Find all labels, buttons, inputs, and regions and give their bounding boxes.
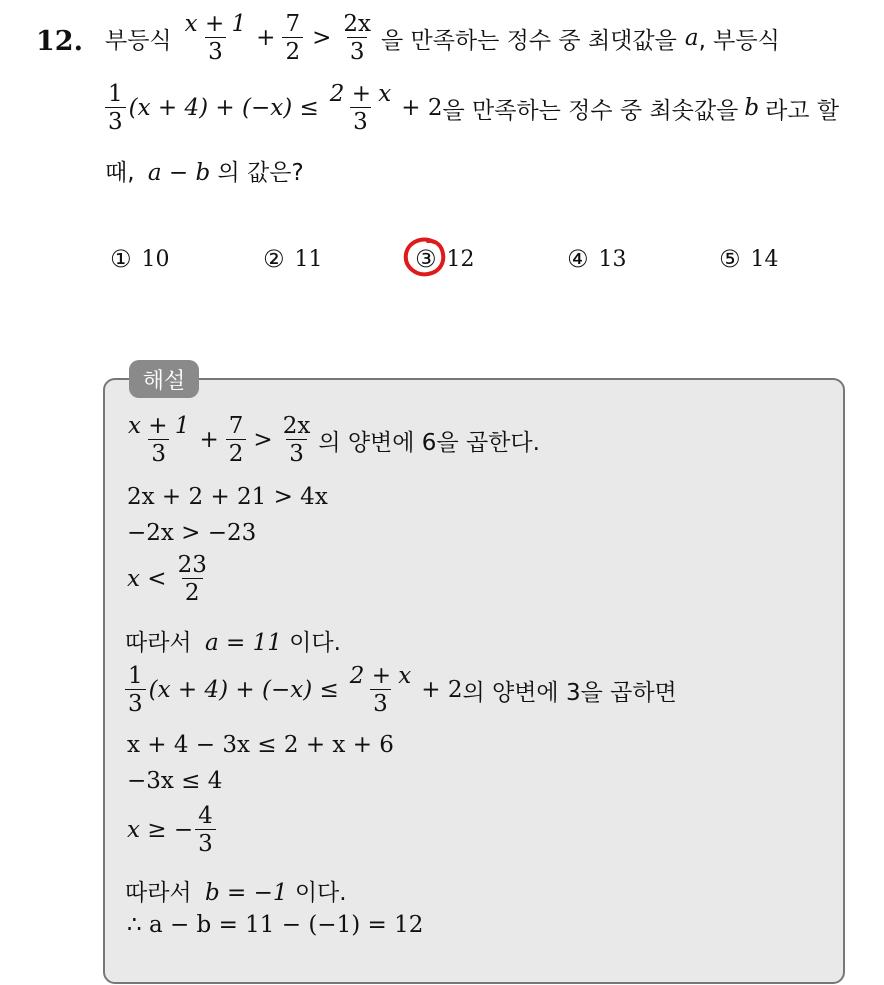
solution-line-10	[125, 874, 347, 907]
question-text: , 부등식	[698, 27, 780, 54]
question-number: 12.	[36, 26, 83, 57]
choice-mark: ②	[263, 245, 285, 273]
denominator: 2	[182, 578, 203, 605]
solution-text: 이다.	[294, 880, 347, 906]
question-text: 라고 할	[765, 97, 840, 124]
choice-4[interactable]	[567, 245, 627, 273]
fraction	[105, 82, 126, 134]
variable-b: b	[744, 95, 760, 122]
expression: a = 11	[204, 630, 282, 656]
numerator: 1	[108, 81, 123, 107]
denominator: 2	[226, 439, 247, 466]
choice-mark: ①	[110, 245, 132, 273]
fraction	[327, 82, 395, 134]
choice-5[interactable]	[719, 245, 779, 273]
denominator: 3	[105, 107, 126, 134]
expression: x ≥ −	[127, 817, 194, 844]
denominator: 3	[195, 829, 216, 856]
numerator: 2x	[282, 413, 311, 439]
fraction	[347, 664, 415, 716]
solution-line-7: x + 4 − 3x ≤ 2 + x + 6	[127, 732, 394, 758]
expression: b = −1	[204, 880, 288, 906]
fraction	[340, 12, 374, 64]
numerator: 2x	[343, 11, 371, 37]
fraction	[226, 414, 247, 466]
operator: >	[253, 427, 273, 454]
question-line-3	[105, 154, 304, 187]
expression: + 2	[401, 95, 443, 122]
solution-text: 따라서	[125, 630, 192, 656]
denominator: 3	[205, 37, 226, 64]
solution-text: 따라서	[125, 880, 192, 906]
expression: + 2	[421, 677, 463, 704]
numerator: 1	[128, 663, 143, 689]
numerator: 7	[285, 11, 301, 37]
solution-line-4	[127, 553, 213, 605]
fraction	[280, 414, 314, 466]
solution-text: 의 양변에 3을 곱하면	[462, 679, 677, 706]
solution-line-11: ∴ a − b = 11 − (−1) = 12	[127, 912, 424, 938]
question-text: 부등식	[105, 27, 172, 54]
question-line-2	[105, 82, 839, 134]
solution-line-3: −2x > −23	[127, 520, 257, 546]
choice-1[interactable]	[110, 245, 170, 273]
fraction	[282, 12, 303, 64]
solution-label: 해설	[129, 360, 199, 398]
solution-text: 의 양변에 6을 곱한다.	[318, 429, 540, 456]
expression: (x + 4) + (−x) ≤	[128, 95, 319, 122]
solution-line-1	[125, 414, 540, 466]
solution-text: 이다.	[289, 630, 341, 656]
numerator: 7	[228, 413, 244, 439]
expression: a − b	[147, 160, 211, 186]
choice-2[interactable]	[263, 245, 323, 273]
question-text: 을 만족하는 정수 중 최댓값을	[380, 27, 677, 54]
fraction	[195, 804, 216, 856]
choice-value: 10	[141, 246, 170, 272]
numerator: 2 + x	[349, 663, 412, 689]
denominator: 3	[148, 439, 169, 466]
numerator: 2 + x	[329, 81, 392, 107]
choice-mark: ③	[415, 245, 437, 273]
solution-line-6	[125, 664, 677, 716]
expression: x <	[127, 566, 167, 593]
denominator: 3	[350, 107, 371, 134]
question-text: 때,	[105, 160, 135, 186]
denominator: 2	[282, 37, 303, 64]
question-text: 의 값은?	[217, 160, 304, 186]
choice-value: 14	[750, 246, 779, 272]
denominator: 3	[286, 439, 307, 466]
numerator: 4	[198, 803, 213, 829]
numerator: x + 1	[184, 11, 247, 37]
operator: >	[312, 25, 332, 52]
numerator: 23	[177, 552, 207, 578]
numerator: x + 1	[128, 413, 190, 439]
question-text: 을 만족하는 정수 중 최솟값을	[442, 97, 739, 124]
solution-line-9	[127, 804, 219, 856]
fraction	[125, 664, 146, 716]
operator: +	[256, 25, 276, 52]
solution-line-5	[125, 624, 341, 657]
denominator: 3	[125, 689, 146, 716]
denominator: 3	[370, 689, 391, 716]
solution-line-2: 2x + 2 + 21 > 4x	[127, 484, 328, 510]
solution-line-8: −3x ≤ 4	[127, 768, 223, 794]
variable-a: a	[684, 25, 699, 52]
answer-circle-mark	[400, 234, 452, 280]
operator: +	[199, 427, 219, 454]
fraction	[175, 553, 210, 605]
choice-value: 13	[598, 246, 627, 272]
question-line-1	[105, 12, 780, 64]
fraction	[182, 12, 250, 64]
choice-value: 11	[294, 246, 323, 272]
choice-value: 12	[446, 246, 475, 272]
choice-mark: ④	[567, 245, 589, 273]
expression: (x + 4) + (−x) ≤	[148, 677, 339, 704]
fraction	[125, 414, 193, 466]
choice-mark: ⑤	[719, 245, 741, 273]
denominator: 3	[347, 37, 368, 64]
